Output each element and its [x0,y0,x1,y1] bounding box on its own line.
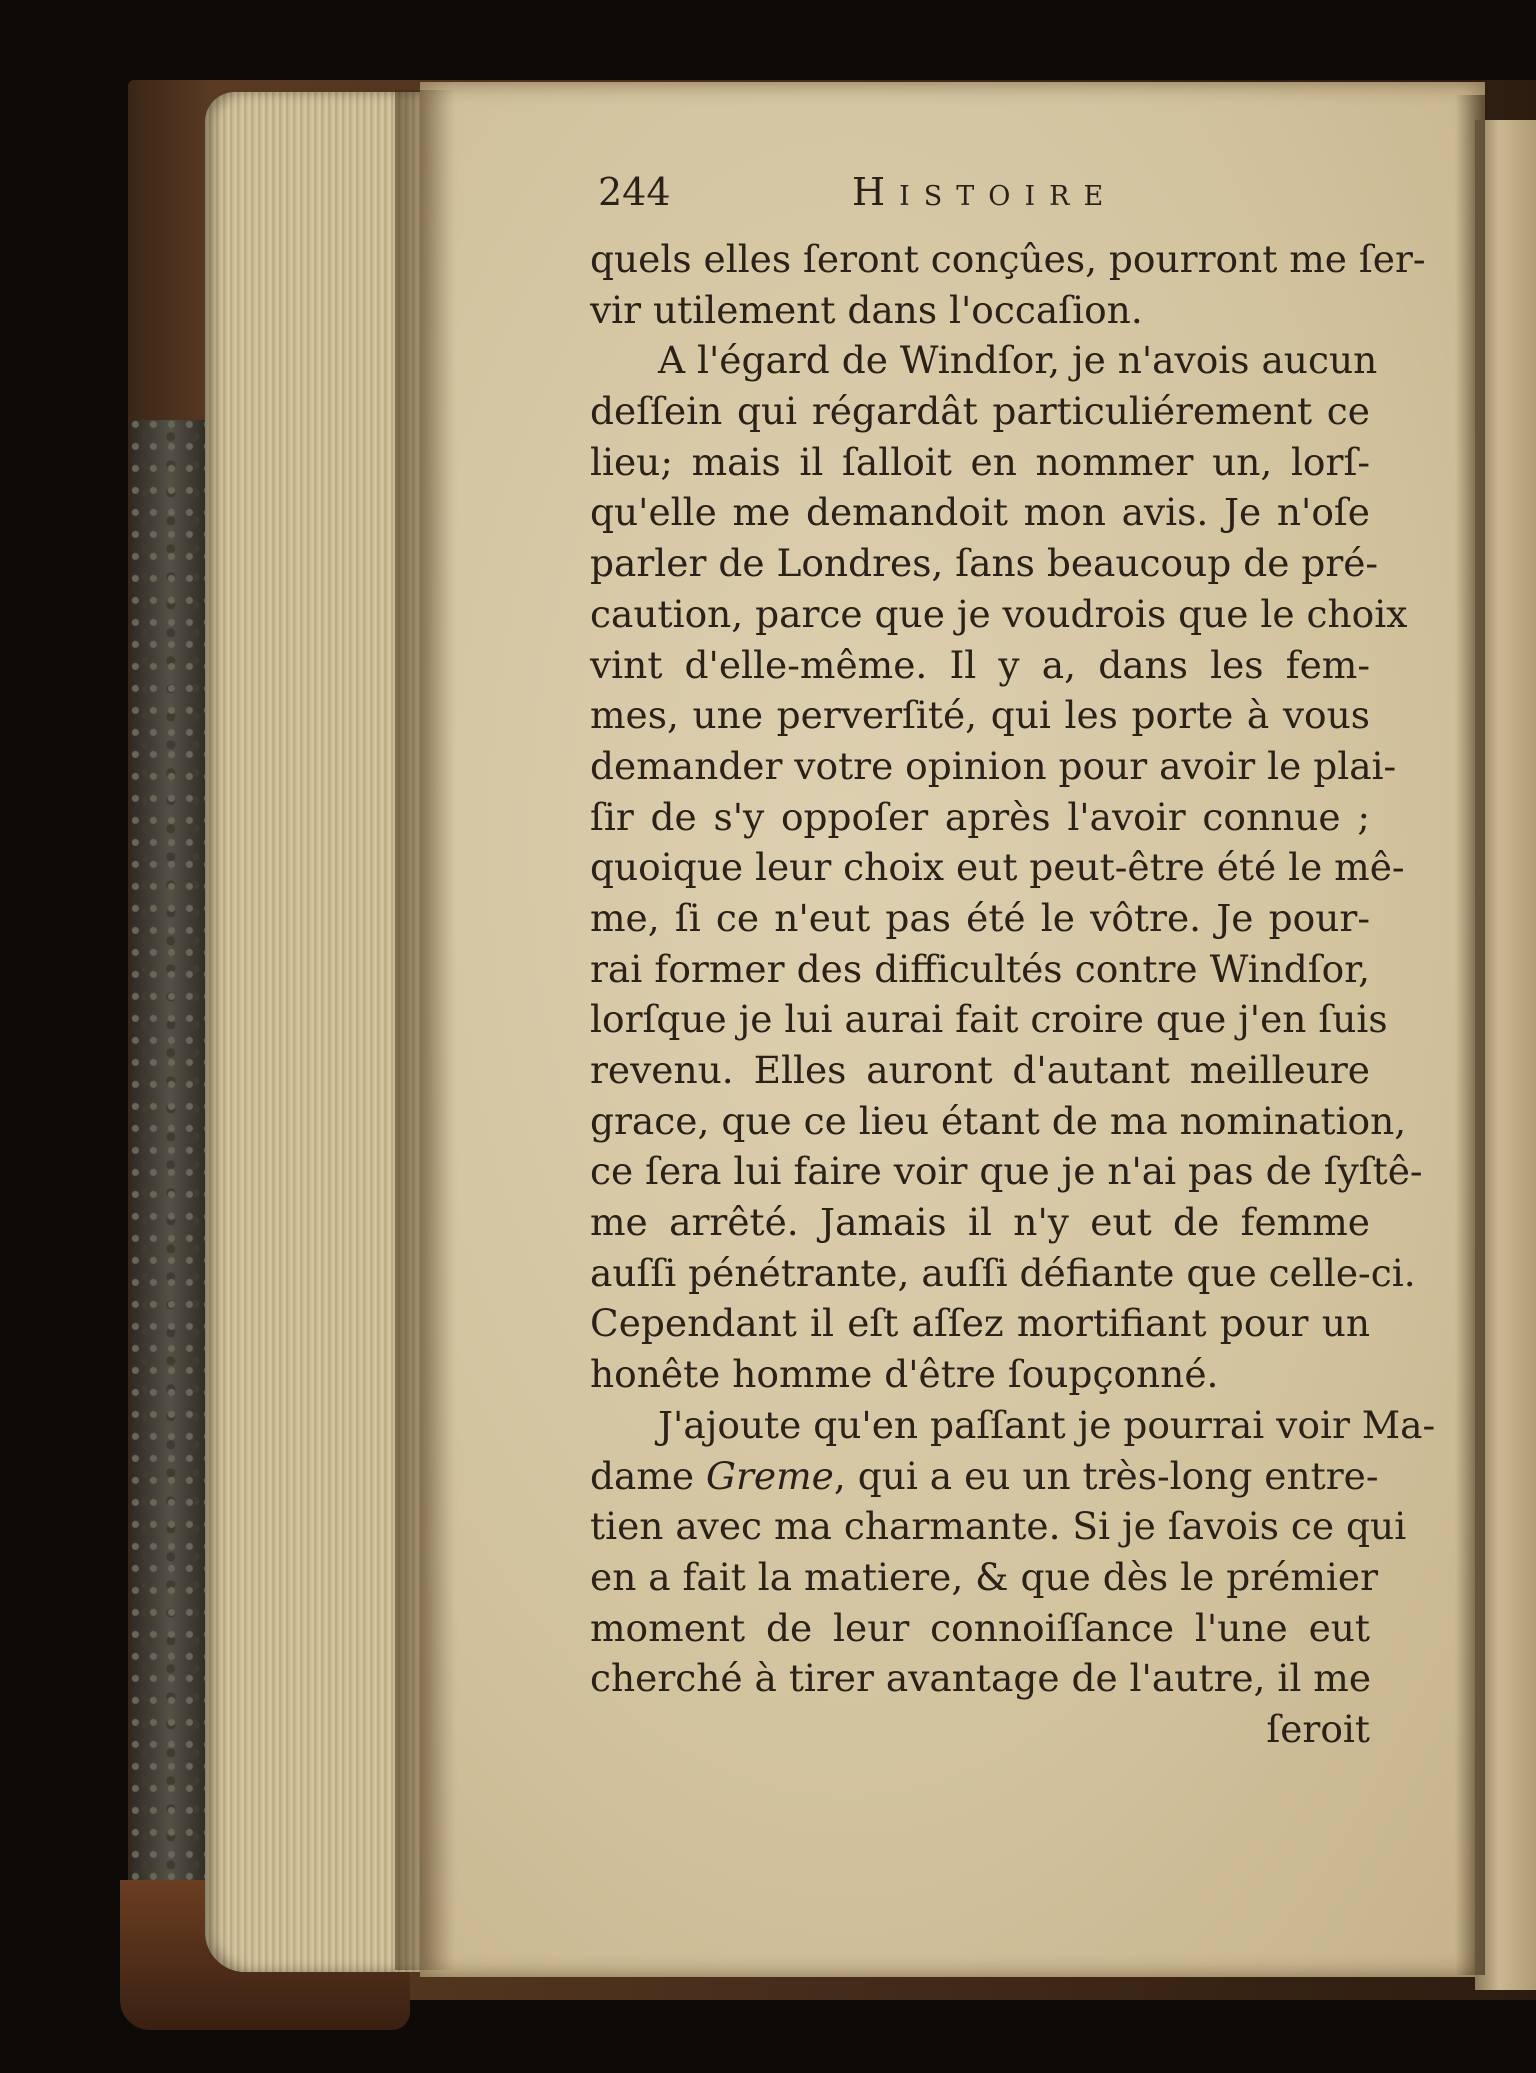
text-line: parler de Londres, ſans beaucoup de pré- [590,541,1379,586]
running-title: Histoire [852,170,1118,214]
text-line: cherché à tirer avantage de l'autre, il me [590,1656,1372,1701]
page-number: 244 [598,170,671,214]
text-line: deſſein qui régardât particuliérement ce [590,389,1370,434]
text-line: revenu. Elles auront d'autant meilleure [590,1048,1370,1092]
text-line: auſſi pénétrante, auſſi défiante que celle-ci. [590,1250,1416,1295]
text-line: Cependant il eſt aſſez mortifiant pour un [590,1301,1370,1346]
page-fore-edge [205,92,420,1972]
text-line: qu'elle me demandoit mon avis. Je n'oſe [590,490,1370,535]
text-line: quels elles ſeront conçûes, pourront me ſer- [590,237,1426,281]
text-segment: , qui a eu un très-long entre- [833,1453,1379,1498]
text-line: demander votre opinion pour avoir le plai- [590,743,1397,788]
text-line: J'ajoute qu'en paſſant je pourrai voir Ma- [658,1402,1436,1447]
catchword: ſeroit [1266,1706,1370,1751]
text-line: honête homme d'être ſoupçonné. [590,1352,1219,1397]
text-line: moment de leur connoiſſance l'une eut [590,1605,1370,1650]
text-block [590,170,1436,1755]
text-line [590,1451,1379,1502]
text-segment: dame [590,1453,707,1498]
text-line: lieu; mais il ſalloit en nommer un, lorſ- [590,439,1370,484]
text-line: rai former des difficultés contre Windſor, [590,946,1370,991]
text-line: quoique leur choix eut peut-être été le mê- [590,845,1405,890]
page-edge-shadow [1455,95,1485,1975]
marbled-board [130,420,210,1920]
italic-name: Greme [706,1453,834,1498]
text-line: mes, une perverſité, qui les porte à vous [590,693,1370,738]
text-line: tien avec ma charmante. Si je ſavois ce qui [590,1504,1407,1549]
page-header [590,170,1370,232]
gutter-shadow [395,90,455,1970]
text-line: vir utilement dans l'occaſion. [590,287,1143,332]
text-line: me, ſi ce n'eut pas été le vôtre. Je pour- [590,895,1370,940]
text-line: ce ſera lui faire voir que je n'ai pas de ſyſtê- [590,1149,1423,1194]
text-line: ſir de s'y oppoſer après l'avoir connue ; [590,794,1370,839]
text-line: me arrêté. Jamais il n'y eut de femme [590,1200,1370,1245]
text-line: caution, parce que je voudrois que le choix [590,591,1408,636]
text-line: vint d'elle-même. Il y a, dans les fem- [590,642,1370,687]
text-line: lorſque je lui aurai fait croire que j'en ſuis [590,997,1388,1042]
body-text [590,234,1436,1755]
text-line: en a fait la matiere, & que dès le prémier [590,1554,1378,1599]
text-line: grace, que ce lieu étant de ma nomination, [590,1098,1407,1143]
text-line: A l'égard de Windſor, je n'avois aucun [658,338,1378,383]
